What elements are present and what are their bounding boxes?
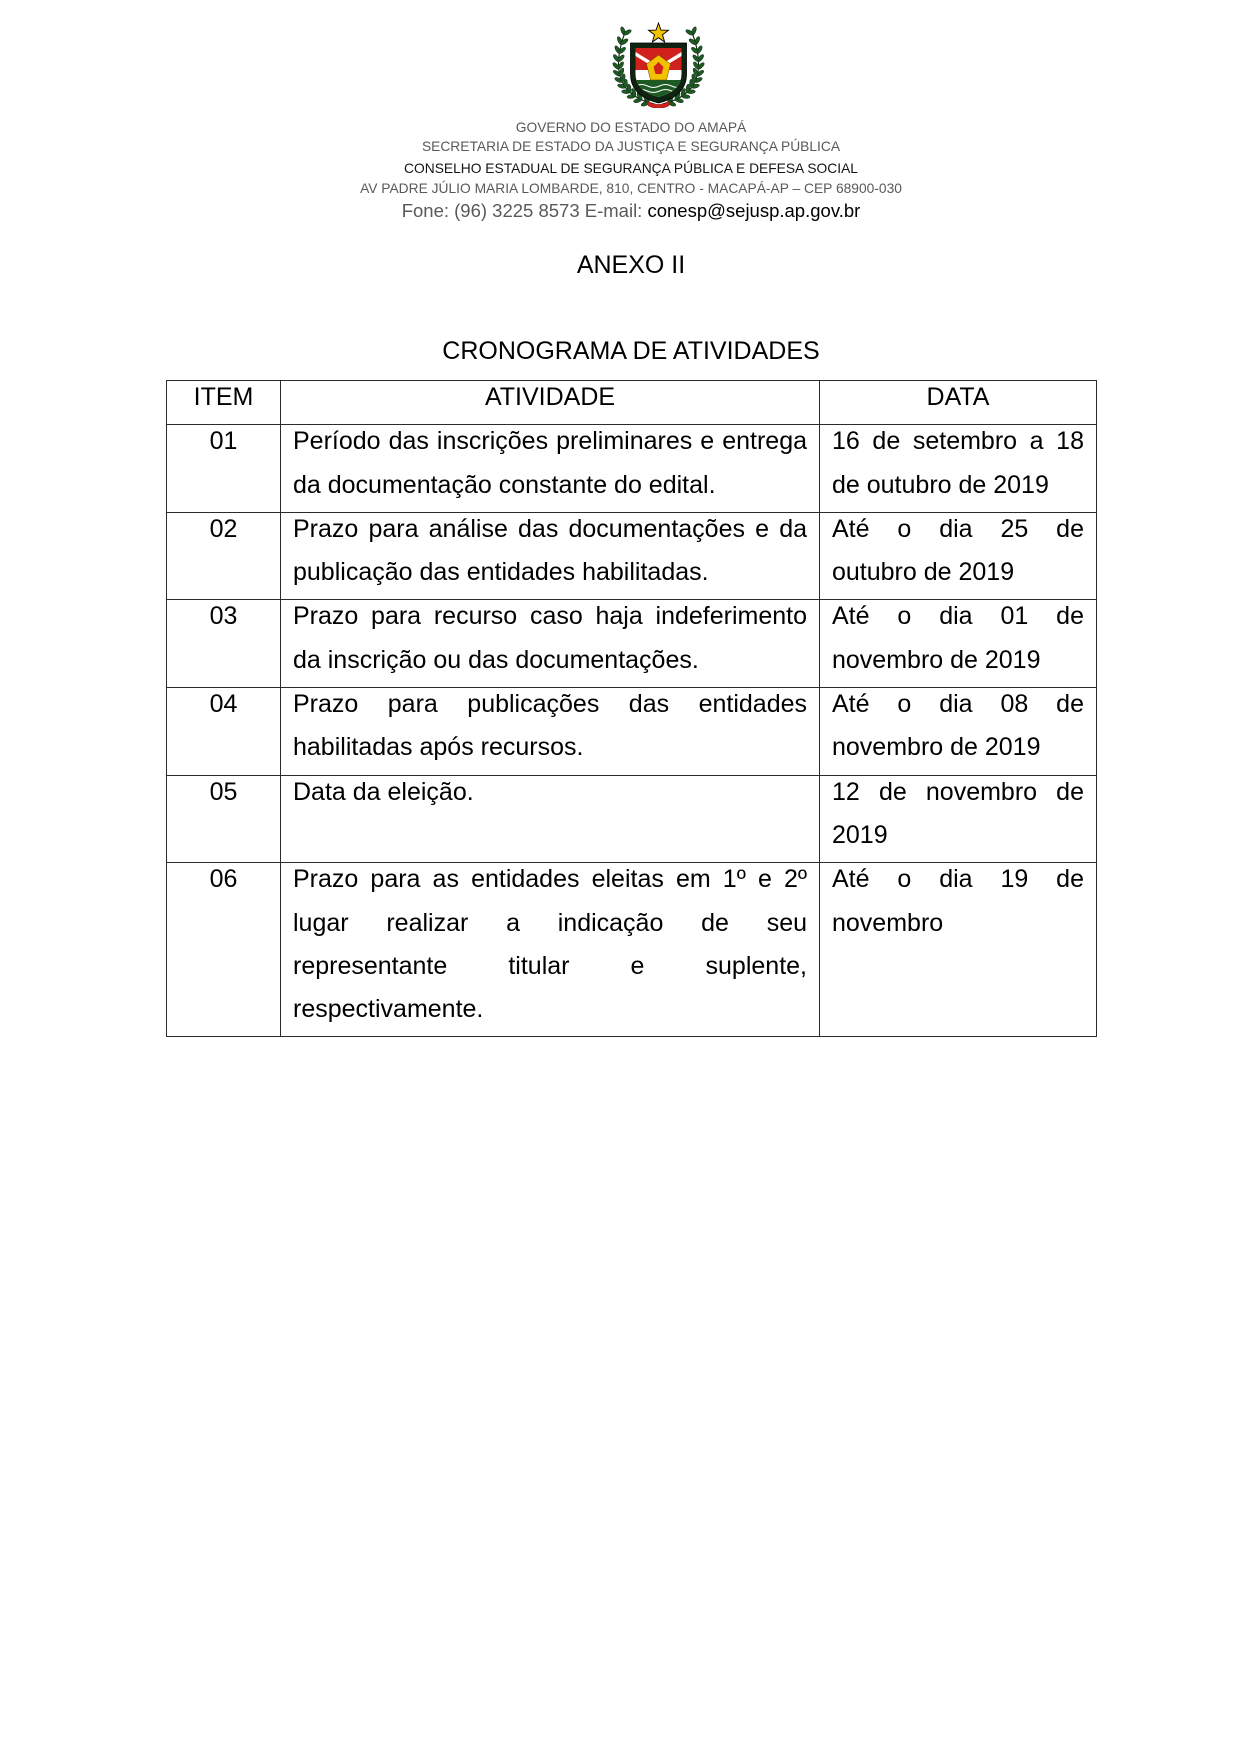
activity-cell: Prazo para análise das documentações e da publicação das entidades habilitadas. bbox=[281, 512, 820, 600]
date-cell: 12 de novembro de 2019 bbox=[820, 775, 1097, 863]
item-cell: 01 bbox=[167, 425, 281, 513]
activity-cell: Data da eleição. bbox=[281, 775, 820, 863]
table-row bbox=[167, 600, 1097, 688]
item-cell: 03 bbox=[167, 600, 281, 688]
header-contact bbox=[166, 199, 1096, 223]
date-cell: Até o dia 19 de novembro bbox=[820, 863, 1097, 1037]
contact-phone-label: Fone: (96) 3225 8573 E-mail: bbox=[401, 200, 643, 221]
annex-title: ANEXO II bbox=[576, 251, 686, 279]
header-government: GOVERNO DO ESTADO DO AMAPÁ bbox=[515, 120, 747, 135]
header-council: CONSELHO ESTADUAL DE SEGURANÇA PÚBLICA E DEFESA SOCIAL bbox=[404, 161, 858, 176]
column-header-activity: ATIVIDADE bbox=[281, 381, 820, 425]
item-cell: 06 bbox=[167, 863, 281, 1037]
date-cell: 16 de setembro a 18 de outubro de 2019 bbox=[820, 425, 1097, 513]
item-cell: 02 bbox=[167, 512, 281, 600]
table-row bbox=[167, 425, 1097, 513]
schedule-title: CRONOGRAMA DE ATIVIDADES bbox=[442, 337, 820, 365]
table-row bbox=[167, 512, 1097, 600]
coat-of-arms-icon bbox=[608, 22, 709, 108]
table-header-row bbox=[167, 381, 1097, 425]
table-row bbox=[167, 775, 1097, 863]
schedule-table bbox=[166, 380, 1097, 1037]
star-icon bbox=[649, 23, 669, 42]
table-row bbox=[167, 863, 1097, 1037]
item-cell: 04 bbox=[167, 688, 281, 776]
header-address: AV PADRE JÚLIO MARIA LOMBARDE, 810, CENTRO - MACAPÁ-AP – CEP 68900-030 bbox=[360, 181, 902, 196]
header-secretariat: SECRETARIA DE ESTADO DA JUSTIÇA E SEGURANÇA PÚBLICA bbox=[421, 139, 841, 154]
activity-cell: Prazo para recurso caso haja indeferimento da inscrição ou das documentações. bbox=[281, 600, 820, 688]
contact-email: conesp@sejusp.ap.gov.br bbox=[647, 200, 861, 221]
activity-cell: Prazo para as entidades eleitas em 1º e 2º lugar realizar a indicação de seu representante titular e suplente, respectivamente. bbox=[281, 863, 820, 1037]
activity-cell: Período das inscrições preliminares e entrega da documentação constante do edital. bbox=[281, 425, 820, 513]
item-cell: 05 bbox=[167, 775, 281, 863]
column-header-item: ITEM bbox=[167, 381, 281, 425]
date-cell: Até o dia 25 de outubro de 2019 bbox=[820, 512, 1097, 600]
activity-cell: Prazo para publicações das entidades habilitadas após recursos. bbox=[281, 688, 820, 776]
table-row bbox=[167, 688, 1097, 776]
date-cell: Até o dia 08 de novembro de 2019 bbox=[820, 688, 1097, 776]
column-header-date: DATA bbox=[820, 381, 1097, 425]
date-cell: Até o dia 01 de novembro de 2019 bbox=[820, 600, 1097, 688]
